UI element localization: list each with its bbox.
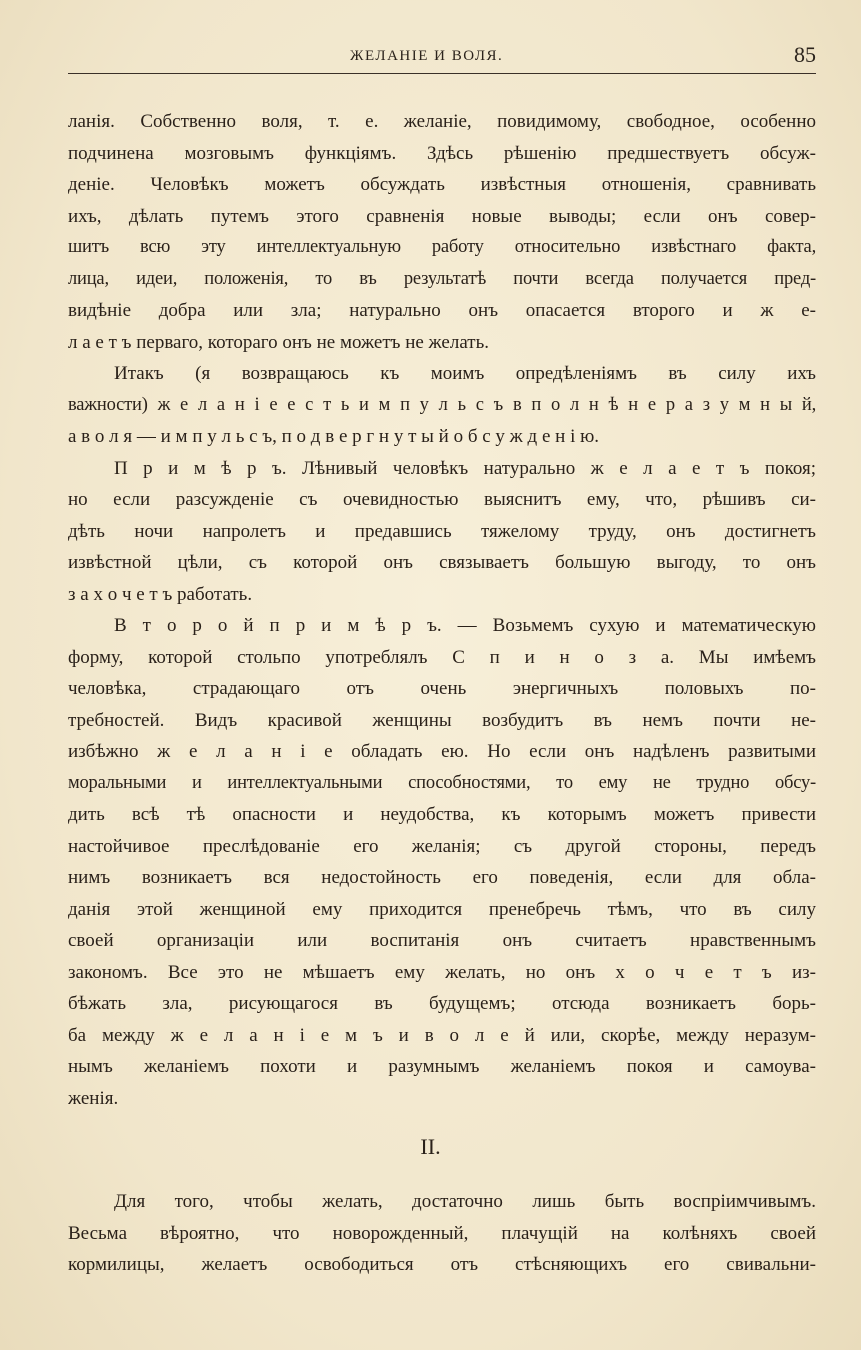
text-line: своей организаціи или воспитанія онъ считаетъ нравственнымъ — [68, 930, 816, 951]
text-line: но если разсужденіе съ очевидностью выяснитъ ему, что, рѣшивъ си- — [68, 489, 816, 510]
text-line: подчинена мозговымъ функціямъ. Здѣсь рѣшенію предшествуетъ обсуж- — [68, 142, 816, 164]
text-line: нимъ возникаетъ вся недостойность его поведенія, если для обла- — [68, 867, 816, 888]
text-line: форму, которой стольпо употреблялъ С п и н о з а. Мы имѣемъ — [68, 646, 816, 668]
text-line: человѣка, страдающаго отъ очень энергичныхъ половыхъ по- — [68, 678, 816, 699]
text-line: дить всѣ тѣ опасности и неудобства, къ которымъ можетъ привести — [68, 804, 816, 825]
text-line: женія. — [68, 1087, 119, 1109]
text-line: П р и м ѣ р ъ. Лѣнивый человѣкъ натурально ж е л а е т ъ покоя; — [114, 457, 816, 479]
text-line: данія этой женщиной ему приходится пренебречь тѣмъ, что въ силу — [68, 898, 816, 920]
text-line: л а е т ъ перваго, котораго онъ не можетъ не желать. — [68, 331, 490, 353]
text-line: настойчивое преслѣдованіе его желанія; съ другой стороны, передъ — [68, 835, 816, 857]
text-line: важности) ж е л а н і е е с т ь и м п у л ь с ъ в п о л н ѣ н е р а з у м н ы й, — [68, 394, 816, 415]
text-line: з а х о ч е т ъ работать. — [68, 583, 253, 605]
text-line: бѣжать зла, рисующагося въ будущемъ; отсюда возникаетъ борь- — [68, 993, 816, 1014]
running-title: ЖЕЛАНІЕ И ВОЛЯ. — [350, 48, 504, 64]
running-header — [68, 40, 816, 80]
text-line: требностей. Видъ красивой женщины возбудитъ въ немъ почти не- — [68, 709, 816, 731]
page-number: 85 — [794, 42, 816, 67]
text-line: шитъ всю эту интеллектуальную работу относительно извѣстнаго факта, — [68, 237, 816, 257]
text-line: ихъ, дѣлать путемъ этого сравненія новые выводы; если онъ совер- — [68, 205, 816, 227]
text-line: извѣстной цѣли, съ которой онъ связываетъ большую выгоду, то онъ — [68, 552, 816, 573]
text-line: моральными и интеллектуальными способностями, то ему не трудно обсу- — [68, 772, 816, 793]
text-line: ланія. Собственно воля, т. е. желаніе, повидимому, свободное, особенно — [68, 111, 816, 132]
text-line: видѣніе добра или зла; натурально онъ опасается второго и ж е- — [68, 300, 816, 321]
text-line: Весьма вѣроятно, что новорожденный, плачущій на колѣняхъ своей — [68, 1222, 816, 1244]
text-line: ба между ж е л а н і е м ъ и в о л е й или, скорѣе, между неразум- — [68, 1024, 816, 1046]
text-line: Для того, чтобы желать, достаточно лишь быть воспріимчивымъ. — [114, 1191, 816, 1212]
text-line: нымъ желаніемъ похоти и разумнымъ желаніемъ покоя и самоува- — [68, 1056, 816, 1077]
text-line: кормилицы, желаетъ освободиться отъ стѣсняющихъ его свивальни- — [68, 1254, 816, 1275]
text-line: Итакъ (я возвращаюсь къ моимъ опредѣленіямъ въ силу ихъ — [114, 363, 816, 384]
text-line: дѣть ночи напролетъ и предавшись тяжелому труду, онъ достигнетъ — [68, 520, 816, 542]
text-line: деніе. Человѣкъ можетъ обсуждать извѣстныя отношенія, сравнивать — [68, 174, 816, 195]
text-line: а в о л я — и м п у л ь с ъ, п о д в е р г н у т ы й о б с у ж д е н і ю. — [68, 426, 600, 447]
main-text — [68, 106, 816, 1114]
text-line: избѣжно ж е л а н і е обладать ею. Но если онъ надѣленъ развитыми — [68, 741, 816, 762]
text-line: закономъ. Все это не мѣшаетъ ему желать, но онъ х о ч е т ъ из- — [68, 961, 816, 983]
header-rule — [68, 73, 816, 74]
section-text — [68, 1186, 816, 1281]
text-line: лица, идеи, положенія, то въ результатѣ почти всегда получается пред- — [68, 268, 816, 289]
section-heading: II. — [420, 1134, 441, 1159]
text-line: В т о р о й п р и м ѣ р ъ. — Возьмемъ сухую и математическую — [114, 615, 816, 636]
